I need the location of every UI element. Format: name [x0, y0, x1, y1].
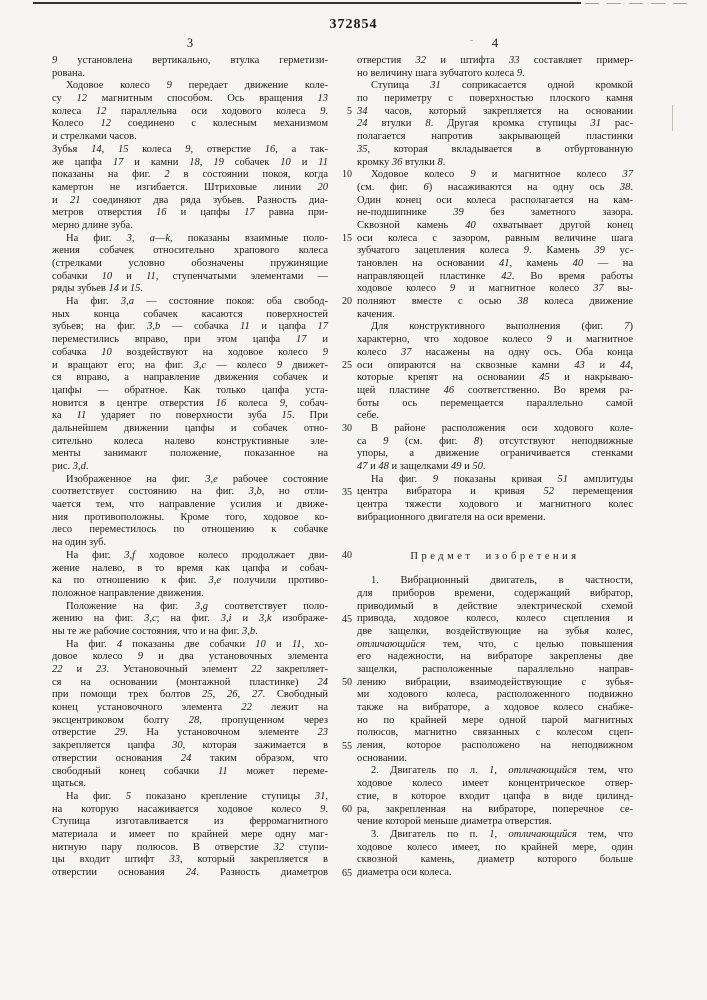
text-line: стие, в которое входит цапфа в виде цилинд-: [357, 790, 633, 802]
text-line: оси опираются на сквозные камни 43 и 44,: [357, 359, 634, 371]
text-line: ми ходового колеса, расположенного подвижно: [357, 689, 633, 701]
text-line: ся вправо, а направление движения собачек и: [52, 372, 328, 384]
page-top-edge-line-faint: [585, 3, 695, 4]
text-line: соответствует состоянию на фиг. 3,b, но отли-: [52, 486, 328, 498]
right-text-column: [357, 55, 633, 880]
line-number: 15: [342, 232, 352, 244]
text-line: Ступица изготавливается из ферромагнитного: [52, 816, 328, 828]
paragraph: [52, 601, 328, 639]
column-page-number-right: 4: [491, 36, 499, 50]
text-line: показаны на фиг. 2 в состоянии покоя, когда: [52, 169, 328, 181]
left-text-column: [52, 55, 328, 880]
text-line: Колесо 12 соединено с колесным механизмом: [52, 118, 328, 130]
text-line: собачка 10 воздействуют на ходовое колесо 9: [52, 346, 328, 358]
text-line: но по крайней мере одной парой магнитных: [357, 714, 633, 726]
text-line: оси колеса с зазором, равным величине шага: [357, 232, 633, 244]
text-line: метров отверстия 16 и цапфы 17 равна при-: [52, 207, 328, 219]
text-line: ра, закрепленная на вибраторе, поперечное се-: [357, 803, 633, 815]
paragraph: [52, 144, 328, 233]
line-number: 20: [342, 296, 352, 308]
text-line: Один конец оси колеса располагается на кам-: [357, 194, 633, 206]
text-line: мерно длине зуба.: [52, 219, 133, 231]
text-line: свободный конец собачки 11 может переме-: [52, 765, 328, 777]
text-line: жения собачек относительно храпового колеса: [52, 245, 328, 257]
right-column-body: [357, 55, 633, 524]
text-line: Сквозной камень 40 охватывает другой конец: [357, 219, 633, 231]
text-line: зубьев; на фиг. 3,b — собачка 11 и цапфа 17: [52, 321, 328, 333]
text-line: ходовое колесо 9 и магнитное колесо 37 вы-: [357, 283, 633, 295]
text-line: центра тяжести ходового и магнитного колес: [357, 499, 633, 511]
paragraph: [52, 550, 328, 601]
text-line: жению на фиг. 3,c; на фиг. 3,i и 3,k изображе-: [52, 613, 328, 625]
text-line: сквозной камень, диаметр которого больше: [357, 854, 633, 866]
paragraph: [52, 296, 328, 474]
text-line: Ступица 31 соприкасается одной кромкой: [371, 80, 633, 92]
text-line: В районе расположения оси ходового коле-: [371, 422, 633, 434]
text-line: су 12 магнитным способом. Ось вращения 13: [52, 93, 328, 105]
text-line: ных конца собачек касаются поверхностей: [52, 308, 328, 320]
paragraph: [52, 55, 328, 80]
line-number: 60: [342, 804, 352, 816]
text-line: для приборов времени, содержащий вибратор,: [357, 587, 633, 599]
column-page-number-left: 3: [186, 36, 194, 50]
text-line: по периметру с поверхностью плоского камня: [357, 93, 633, 105]
text-line: новится в центре отверстия 16 колеса 9, собач-: [52, 397, 328, 409]
text-line: также на вибраторе, а ходовое колесо снабже-: [357, 702, 633, 713]
line-number: 5: [347, 105, 352, 117]
text-line: цы входит штифт 33, который закрепляется в: [52, 854, 328, 866]
text-line: рис. 3,d.: [52, 461, 89, 472]
text-line: 35, которая вкладывается в отбуртованную: [357, 143, 633, 155]
text-line: упоры, а движение ограничивается стенками: [357, 448, 633, 460]
text-line: качения.: [357, 308, 395, 320]
text-line: сительно колеса налево конструктивные эле-: [52, 435, 328, 447]
text-line: и стрелками часов.: [52, 131, 137, 143]
text-line: отверстии основания 24 таким образом, что: [52, 752, 328, 764]
text-line: Зубья 14, 15 колеса 9, отверстие 16, а так-: [52, 143, 329, 155]
paragraph: [357, 80, 633, 169]
claims-section: [357, 575, 633, 880]
text-line: 2. Двигатель по л. 1, отличающийся тем, что: [371, 765, 634, 777]
text-line: ряды зубьев 14 и 15.: [52, 283, 144, 295]
text-line: колеса 12 параллельна оси ходового колеса 9.: [52, 105, 328, 117]
text-line: вибрационного двигателя на оси времени.: [357, 511, 546, 523]
text-line: не-подшипнике 39 без заметного зазора.: [357, 207, 633, 219]
text-line: камертон не изгибается. Штриховые линии 20: [52, 181, 328, 193]
text-line: щей пластине 46 соответственно. Во время ра-: [357, 384, 633, 396]
text-line: центра вибратора и кривая 52 перемещения: [357, 486, 633, 498]
text-line: кромку 36 втулки 8.: [357, 156, 446, 168]
section-heading-claims: Предмет изобретения: [410, 551, 580, 563]
line-number: 30: [342, 423, 352, 435]
text-line: менты занимают положение, показанное на: [52, 448, 328, 460]
text-line: и 21 соединяют два ряда зубьев. Разность диа-: [52, 194, 328, 206]
text-line: жение налево, в то время как цапфа и собач-: [52, 562, 328, 574]
text-line: характерно, что ходовое колесо 9 и магнитное: [357, 334, 633, 346]
text-line: На фиг. 5 показано крепление ступицы 31,: [66, 790, 328, 802]
paragraph: [52, 80, 328, 143]
text-line: чение которой меньше диаметра отверстия.: [357, 816, 552, 828]
text-line: цапфы — обратное. Как только цапфа уста-: [52, 384, 328, 396]
line-number: 55: [342, 740, 352, 752]
text-line: отверстии основания 24. Разность диаметров: [52, 867, 328, 878]
line-number: 25: [342, 359, 352, 371]
line-number: 65: [342, 867, 352, 879]
text-line: отверстие 29. На установочном элементе 23: [52, 727, 328, 739]
text-line: себе.: [357, 410, 379, 422]
text-line: ния противоположны. Кроме того, ходовое ко-: [52, 511, 328, 523]
paragraph: [357, 765, 633, 828]
paragraph: [52, 474, 328, 550]
line-number: 40: [342, 550, 352, 562]
paragraph: [357, 474, 633, 525]
text-line: конец установочного элемента 22 лежит на: [52, 702, 328, 714]
paragraph: [357, 321, 633, 423]
text-line: эксцентриковом болту 28, пропущенном через: [52, 714, 328, 726]
text-line: материала и имеет по крайней мере одну маг-: [52, 828, 328, 840]
text-line: довое колесо 9 и два установочных элемента: [52, 651, 328, 663]
paragraph: [52, 639, 328, 791]
text-line: 22 и 23. Установочный элемент 22 закрепляет-: [52, 664, 328, 675]
patent-number: 372854: [329, 17, 378, 32]
text-line: полагается напротив закрывающей пластинки: [357, 131, 633, 143]
line-number: 35: [342, 486, 352, 498]
paragraph: [357, 169, 633, 321]
paragraph: [357, 829, 633, 880]
text-line: щаться.: [52, 778, 86, 790]
text-line: 1. Вибрационный двигатель, в частности,: [371, 575, 633, 587]
text-line: рована.: [52, 67, 85, 79]
text-line: Ходовое колесо 9 и магнитное колесо 37: [371, 169, 633, 181]
text-line: На фиг. 3, a—k, показаны взаимные поло-: [66, 232, 328, 244]
text-line: собачки 10 и 11, ступенчатыми элементами —: [52, 270, 329, 282]
text-line: ны те же рабочие состояния, что и на фиг. 3,b.: [52, 625, 258, 637]
text-line: Положение на фиг. 3,g соответствует поло-: [66, 600, 328, 612]
text-line: Ходовое колесо 9 передает движение коле-: [66, 80, 328, 92]
text-line: привода, ходовое колесо, колесо сцепления и: [357, 613, 633, 625]
text-line: которые крепят на основании 45 и накрываю-: [357, 372, 633, 384]
text-line: тановлен на основании 41, камень 40 — на: [357, 258, 633, 269]
text-line: ся на основании (монтажной пластинке) 24: [52, 676, 328, 688]
text-line: приводимый в действие электрической схемой: [357, 600, 633, 612]
text-line: полюсов, магнитно связанных с колесом сцеп-: [357, 727, 633, 739]
text-line: но величину шага зубчатого колеса 9.: [357, 67, 525, 79]
text-line: лению вибрации, взаимодействующие с зубья-: [357, 676, 633, 688]
text-line: отличающийся тем, что, с целью повышения: [357, 638, 633, 650]
text-line: лесо переместилось по отношению к собачке: [52, 524, 328, 536]
scan-artifact: [672, 105, 673, 131]
text-line: дальнейшем движении цапфы и собачек отно-: [52, 422, 328, 434]
text-line: ка по отношению к фиг. 3,e получили противо-: [52, 575, 328, 587]
paragraph: [357, 55, 633, 80]
text-line: переместились вправо, при этом цапфа 17 и: [52, 334, 329, 346]
text-line: (см. фиг. 6) насаживаются на одну ось 38.: [357, 181, 633, 193]
text-line: чается тем, что направление усилия и движе-: [52, 499, 328, 511]
page-top-edge-line: [33, 2, 581, 4]
text-line: са 9 (см. фиг. 8) отсутствуют неподвижные: [357, 435, 634, 447]
text-line: защелки, расположенные параллельно направ-: [357, 663, 633, 675]
text-line: и вращают его; на фиг. 3,c — колесо 9 движет-: [52, 359, 328, 371]
paragraph: [52, 791, 328, 880]
text-line: колесо 37 насажены на одну ось. Оба конца: [357, 346, 633, 358]
text-line: закрепляется цапфа 30, которая зажимается в: [52, 740, 328, 752]
text-line: 34 часов, который закрепляется на основании: [357, 105, 633, 117]
text-line: ления, которое расположено на неподвижном: [357, 740, 633, 752]
text-line: боты ось перемещается параллельно самой: [357, 397, 633, 409]
line-number: 45: [342, 613, 352, 625]
text-line: 47 и 48 и защелками 49 и 50.: [357, 461, 486, 472]
text-line: направляющей пластинке 42. Во время работы: [357, 270, 634, 282]
text-line: Изображенное на фиг. 3,e рабочее состояние: [66, 473, 328, 485]
text-line: На фиг. 9 показаны кривая 51 амплитуды: [371, 473, 633, 485]
text-line: две защелки, воздействующие на зубья колес,: [357, 625, 633, 637]
text-line: при помощи трех болтов 25, 26, 27. Свободный: [52, 689, 328, 701]
text-line: его надежности, на вибраторе закреплены две: [357, 651, 633, 663]
text-line: диаметра оси колеса.: [357, 866, 452, 878]
paragraph: [357, 423, 633, 474]
text-line: на которую насаживается ходовое колесо 9.: [52, 803, 328, 815]
text-line: На фиг. 3,f ходовое колесо продолжает дви-: [66, 549, 328, 561]
text-line: ка 11 ударяет по поверхности зуба 15. При: [52, 410, 328, 422]
text-line: полняют вместе с осью 38 колеса движение: [357, 296, 634, 308]
text-line: на один зуб.: [52, 537, 107, 549]
text-line: основании.: [357, 752, 408, 764]
text-line: Для конструктивного выполнения (фиг. 7): [371, 321, 633, 333]
paragraph: [357, 575, 633, 765]
text-line: отверстия 32 и штифта 33 составляет пример-: [357, 55, 634, 66]
text-line: положное направление движения.: [52, 587, 204, 599]
text-line: 3. Двигатель по п. 1, отличающийся тем, что: [371, 828, 633, 840]
text-line: (стрелками условно обозначены пружинящие: [52, 258, 328, 269]
line-number: 50: [342, 677, 352, 689]
text-line: На фиг. 4 показаны две собачки 10 и 11, хо-: [66, 638, 328, 650]
text-line: же цапфа 17 и камни 18, 19 собачек 10 и 11: [52, 156, 328, 168]
text-line: 24 втулки 8. Другая кромка ступицы 31 рас-: [357, 118, 633, 130]
paragraph: [52, 233, 328, 296]
line-number: 10: [342, 169, 352, 181]
text-line: ходовое колесо имеет, по крайней мере, один: [357, 841, 633, 853]
text-line: 9 установлена вертикально, втулка герметизи-: [52, 55, 328, 66]
text-line: ходовое колесо имеет концентрическое отвер-: [357, 778, 633, 790]
text-line: нитную пару полюсов. В отверстие 32 ступи-: [52, 841, 328, 853]
text-line: зубчатого зацепления колеса 9. Камень 39 ус-: [357, 245, 633, 257]
text-line: На фиг. 3,a — состояние покоя: оба свобод-: [66, 296, 328, 308]
